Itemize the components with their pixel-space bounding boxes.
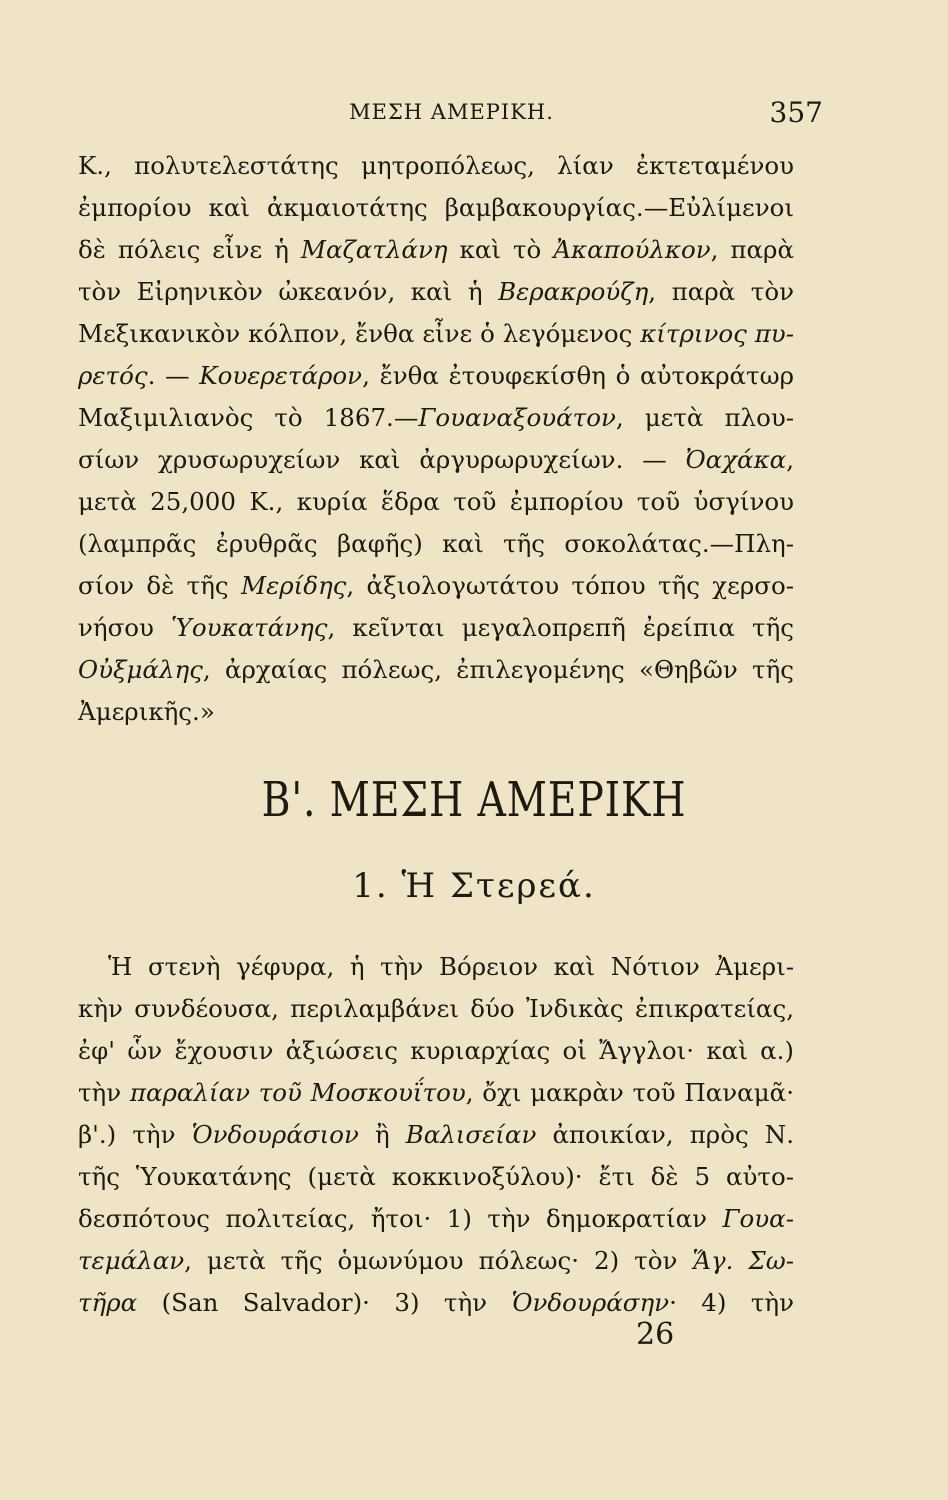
text-run: β'.) τὴν [78, 1120, 192, 1149]
text-run: Κ., πολυτελεστάτης μητροπόλεως, λίαν ἐκτεταμένου [78, 151, 794, 180]
text-run: σίων χρυσωρυχείων καὶ ἀργυρωρυχείων. — [78, 445, 686, 474]
italic-term: Γουα- [722, 1204, 794, 1233]
text-run: ἐμπορίου καὶ ἀκμαιοτάτης βαμβακουργίας.—Εὐλίμενοι [78, 193, 794, 222]
text-line [78, 1245, 794, 1279]
text-line [78, 696, 794, 730]
italic-term: Βαλισείαν [405, 1120, 537, 1149]
text-run: τὸν Εἰρηνικὸν ὠκεανόν, καὶ ἡ [78, 277, 499, 306]
text-line [78, 570, 794, 604]
text-line [78, 360, 794, 394]
text-run: , κεῖνται μεγαλοπρεπῆ ἐρείπια τῆς [327, 613, 794, 642]
italic-term: τῆρα [78, 1288, 138, 1317]
text-run: δὲ πόλεις εἶνε ἡ [78, 235, 301, 264]
text-run: δεσπότους πολιτείας, ἤτοι· 1) τὴν δημοκρατίαν [78, 1204, 723, 1233]
italic-term: Ὁνδουράσην [511, 1288, 670, 1317]
text-run: (λαμπρᾶς ἐρυθρᾶς βαφῆς) καὶ τῆς σοκολάτας.—Πλη- [78, 529, 794, 558]
page-number: 357 [769, 96, 823, 129]
text-run: , παρὰ [710, 235, 794, 264]
text-run: κὴν συνδέουσα, περιλαμβάνει δύο Ἰνδικὰς ἐπικρατείας, [78, 994, 794, 1023]
italic-term: Ὑουκατάνης [171, 613, 328, 642]
text-line [78, 1077, 794, 1111]
text-line [78, 528, 794, 562]
text-line [78, 402, 794, 436]
running-head [80, 96, 823, 132]
italic-term: Οὐξμάλης [78, 655, 203, 684]
signature-mark: 26 [636, 1317, 675, 1352]
text-line [78, 1287, 794, 1321]
text-line [78, 444, 794, 478]
text-run: Ἀμερικῆς.» [78, 697, 215, 726]
text-run: (San Salvador)· 3) τὴν [137, 1288, 512, 1317]
text-line [78, 1161, 794, 1195]
text-line [78, 1119, 794, 1153]
text-line [78, 612, 794, 646]
text-run: Μαξιμιλιανὸς τὸ 1867.— [78, 403, 419, 432]
italic-term: Βερακρούζη [498, 277, 649, 306]
text-run: μετὰ 25,000 Κ., κυρία ἕδρα τοῦ ἐμπορίου τοῦ ὑσγίνου [78, 487, 794, 516]
italic-term: παραλίαν τοῦ Μοσκουΐτου [129, 1078, 466, 1107]
text-run: , ἀρχαίας πόλεως, ἐπιλεγομένης «Θηβῶν τῆς [202, 655, 794, 684]
italic-term: Ὀαχάκα [685, 445, 787, 474]
italic-term: Ἅγ. Σω- [692, 1246, 794, 1275]
text-run: , [786, 445, 794, 474]
text-run: τῆς Ὑουκατάνης (μετὰ κοκκινοξύλου)· ἔτι δὲ 5 αὐτο- [78, 1162, 794, 1191]
italic-term: Μερίδης [240, 571, 347, 600]
text-run: , παρὰ τὸν [648, 277, 794, 306]
text-run: σίον δὲ τῆς [78, 571, 241, 600]
italic-term: Μαζατλάνη [300, 235, 448, 264]
text-line [78, 276, 794, 310]
text-run: . — [147, 361, 200, 390]
italic-term: Ὁνδουράσιον [191, 1120, 359, 1149]
text-run: , ἀξιολογωτάτου τόπου τῆς χερσο- [346, 571, 794, 600]
italic-term: Κουερετάρον [199, 361, 363, 390]
text-line [78, 1035, 794, 1069]
running-title: ΜΕΣΗ ΑΜΕΡΙΚΗ. [349, 100, 554, 124]
text-line [78, 486, 794, 520]
sub-heading: 1. Ἡ Στερεά. [352, 866, 596, 906]
text-run: , ὄχι μακρὰν τοῦ Παναμᾶ· [465, 1078, 794, 1107]
text-run: Ἡ στενὴ γέφυρα, ἡ τὴν Βόρειον καὶ Νότιον Ἀμερι- [108, 952, 794, 981]
text-line [78, 234, 794, 268]
text-run: νήσου [78, 613, 172, 642]
text-line [78, 192, 794, 226]
italic-term: Γουαναξουάτον [418, 403, 616, 432]
italic-term: κίτρινος πυ- [640, 319, 794, 348]
text-run: · 4) τὴν [669, 1288, 794, 1317]
text-run: καὶ τὸ [447, 235, 554, 264]
text-run: , μετὰ πλου- [615, 403, 794, 432]
text-run: , ἔνθα ἐτουφεκίσθη ὁ αὐτοκράτωρ [362, 361, 794, 390]
italic-term: τεμάλαν [78, 1246, 185, 1275]
text-line [78, 993, 794, 1027]
text-line [78, 951, 794, 985]
italic-term: Ἀκαπούλκον [553, 235, 711, 264]
text-run: ἢ [358, 1120, 406, 1149]
italic-term: ρετός [78, 361, 148, 390]
text-line [78, 1203, 794, 1237]
text-run: Μεξικανικὸν κόλπον, ἔνθα εἶνε ὁ λεγόμενος [78, 319, 641, 348]
text-line [78, 318, 794, 352]
section-heading: Β'. ΜΕΣΗ ΑΜΕΡΙΚΗ [261, 772, 687, 828]
text-line [78, 654, 794, 688]
text-run: τὴν [78, 1078, 130, 1107]
text-run: ἐφ' ὧν ἔχουσιν ἀξιώσεις κυριαρχίας οἱ Ἄγγλοι· καὶ α.) [78, 1036, 794, 1065]
text-line [78, 150, 794, 184]
text-run: , μετὰ τῆς ὁμωνύμου πόλεως· 2) τὸν [184, 1246, 693, 1275]
text-run: ἀποικίαν, πρὸς Ν. [536, 1120, 794, 1149]
